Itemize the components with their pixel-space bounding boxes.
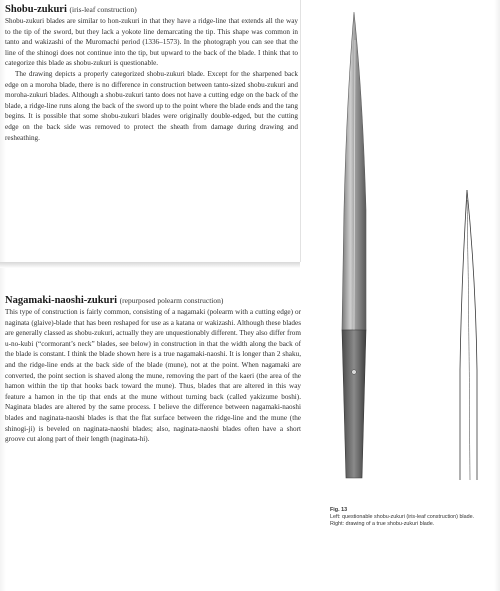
section-title: Shobu-zukuri [5, 4, 67, 15]
section-nagamaki-naoshi-zukuri [5, 295, 301, 445]
tang-hole [352, 370, 357, 375]
blade-tang [342, 330, 366, 478]
drawing-outline-left [460, 190, 467, 480]
section-title: Nagamaki-naoshi-zukuri [5, 295, 118, 306]
column-rule [300, 0, 301, 262]
paragraph: Shobu-zukuri blades are similar to hon-zukuri in that they have a ridge-line that extends all the way to the tip of the sword, but they lack a yokote line demarcating the tip. This shape was common in tanto and wakizashi of the Muromachi period (1336–1573). In the photograph you can see that the line of the shinogi does not continue into the tip, but upward to the back of the blade. I think that to categorize this blade as shobu-zukuri is questionable. [5, 17, 298, 68]
caption-left: Left: questionable shobu-zukuri (iris-leaf construction) blade. [330, 514, 475, 520]
section-subtitle: (iris-leaf construction) [69, 5, 137, 14]
section-heading [5, 4, 298, 15]
caption-right: Right: drawing of a true shobu-zukuri blade. [330, 521, 435, 527]
drawing-ridge-line [467, 200, 470, 480]
photo-blade [342, 12, 366, 478]
scan-fold-shadow [0, 262, 300, 268]
section-heading [5, 295, 301, 306]
paragraph: This type of construction is fairly common, consisting of a nagamaki (polearm with a cutting edge) or naginata (glaive)-blade that has been reshaped for use as a katana or wakizashi. Although these blades are generally classed as shobu-zukuri, actually they are unquestionably different. They also differ from u-no-kubi (“cormorant’s neck” blades, see below) in construction in that the width along the back of the blade is constant. I think the blade shown here is a true nagamaki-naoshi. It is longer than 2 shaku, and the ridge-line ends at the back side of the blade (mune), not at the point. When nagamaki are converted, the point section is shaved along the mune, removing the part of the kaeri (the area of the hamon within the tip that hooks back toward the mune). Thus, blades that are altered in this way feature a hamon in the tip that ends at the mune without turning back (called yakizume boshi). Naginata blades are altered by the same process. I believe the difference between nagamaki-naoshi blades and naginata-naoshi blades is that the flat surface between the ridge-line and the mune (the shinogi-ji) is beveled on naginata-naoshi blades; also, naginata-naoshi blades often have a short groove cut along part of their length (naginata-hi). [5, 308, 301, 444]
figure-13 [320, 0, 500, 560]
paragraph: The drawing depicts a properly categorized shobu-zukuri blade. Except for the sharpened back edge on a moroha blade, there is no difference in construction between tanto-sized shobu-zukuri and moroha-zukuri blades. Although a shobu-zukuri tanto does not have a cutting edge on the back of the blade, a ridge-line runs along the back of the sword up to the point where the blade ends and the tang begins. It is possible that some shobu-zukuri blades were originally double-edged, but the cutting edge on the back side was removed to protect the sheath from damage during drawing and resheathing. [5, 69, 298, 142]
section-subtitle: (repurposed polearm construction) [119, 296, 224, 305]
figure-label: Fig. 13 [330, 507, 348, 513]
section-shobu-zukuri [5, 4, 298, 143]
figure-caption [330, 507, 498, 528]
drawing-blade [460, 190, 477, 480]
